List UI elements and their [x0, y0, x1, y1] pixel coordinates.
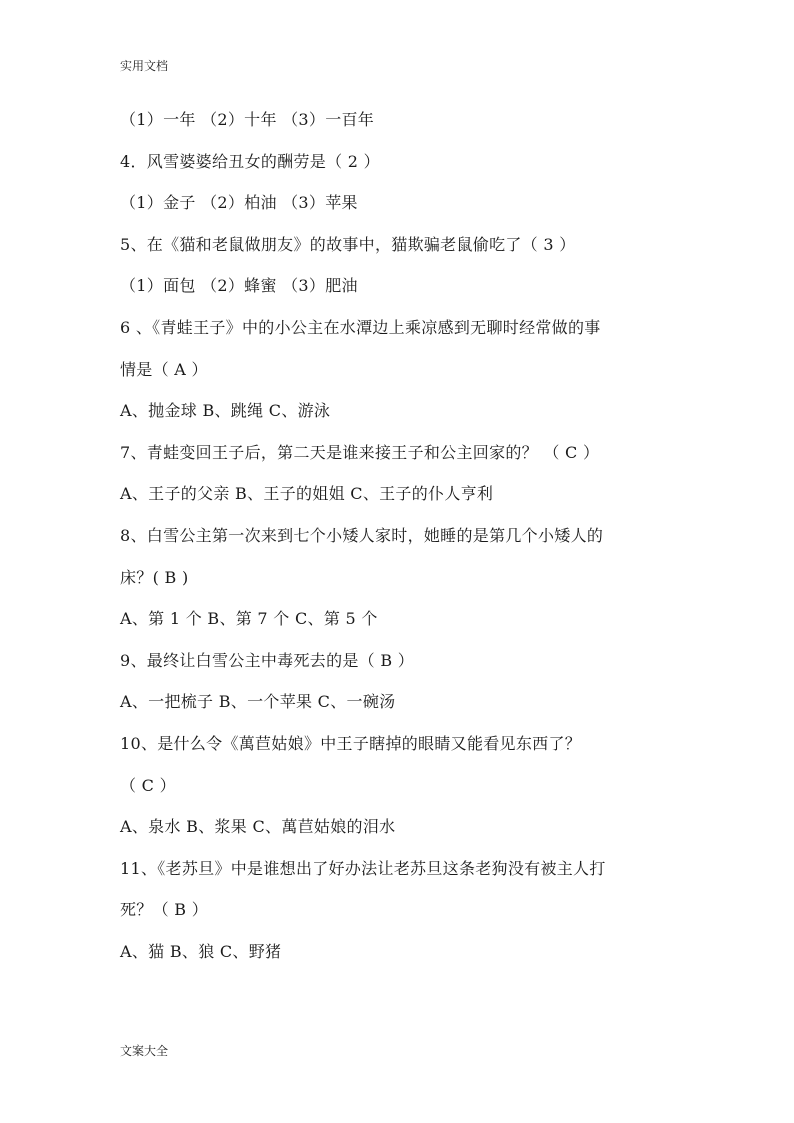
- document-body: [120, 99, 680, 972]
- options-line: （1）金子 （2）柏油 （3）苹果: [120, 193, 358, 213]
- options-line: A、王子的父亲 B、王子的姐姐 C、王子的仆人亨利: [120, 484, 494, 504]
- options-line: A、泉水 B、浆果 C、萬苣姑娘的泪水: [120, 817, 396, 837]
- page-footer: 文案大全: [120, 1044, 169, 1058]
- question-line: 9、最终让白雪公主中毒死去的是（ B ）: [120, 650, 415, 670]
- options-line: A、第 1 个 B、第 7 个 C、第 5 个: [120, 609, 378, 629]
- question-line: 10、是什么令《萬苣姑娘》中王子瞎掉的眼睛又能看见东西了？: [120, 733, 582, 753]
- options-line: A、一把梳子 B、一个苹果 C、一碗汤: [120, 692, 396, 712]
- question-line-continued: 死？（ B ）: [120, 900, 209, 920]
- question-line-continued: 床？( B ): [120, 567, 189, 587]
- text-line: （1）一年 （2）十年 （3）一百年: [120, 110, 375, 129]
- question-line: 11、《老苏旦》中是谁想出了好办法让老苏旦这条老狗没有被主人打: [120, 858, 606, 878]
- question-line: 8、白雪公主第一次来到七个小矮人家时，她睡的是第几个小矮人的: [120, 525, 604, 545]
- question-line: 4．风雪婆婆给丑女的酬劳是（ 2 ）: [120, 151, 380, 171]
- options-line: A、抛金球 B、跳绳 C、游泳: [120, 401, 331, 421]
- question-line-continued: 情是（ A ）: [120, 359, 208, 379]
- page-header: 实用文档: [120, 59, 169, 73]
- question-line-continued: （ C ）: [120, 775, 176, 795]
- question-line: 5、在《猫和老鼠做朋友》的故事中，猫欺骗老鼠偷吃了（ 3 ）: [120, 234, 576, 254]
- question-line: 6 、《青蛙王子》中的小公主在水潭边上乘凉感到无聊时经常做的事: [120, 317, 601, 337]
- options-line: （1）面包 （2）蜂蜜 （3）肥油: [120, 276, 358, 296]
- options-line: A、猫 B、狼 C、野猪: [120, 941, 282, 961]
- question-line: 7、青蛙变回王子后，第二天是谁来接王子和公主回家的？ （ C ）: [120, 442, 600, 462]
